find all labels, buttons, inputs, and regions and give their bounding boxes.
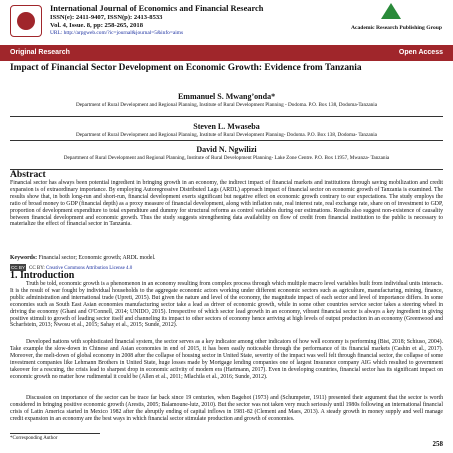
publisher-logo [378,3,404,23]
abstract-text: Financial sector has always been potential ingredient in bringing growth in an economy, the indirect impact of financial markets and institutions through saving mobilization and credit expansion is of extraordinary importance. By employing Autoregressive Distributed Lags (ARDL) approach impact of financial sector on economic growth of Tanzania is examined. The results show that, in both long-run and short-run, financial development exerts significant but negative effect on economic growth contrary to our expectations. The study employs the ratio of broad money to GDP (financial depth) as a proxy measure of financial development, along with inflation rate, real interest rate, real exchange rate, share on of investment to GDP, proportion of development expenditure to total expenditure and dummy for structural reforms as control variables during our estimations. Results also suggest non-existence of causality between financial development and economic growth. Thus the study suggests strengthening data availability on flow of credit from financial institution to the public is necessary to materialize the effect of financial sector in Tanzania. [10,180,443,228]
journal-url-link[interactable]: URL: http://arpgweb.com/?ic=journal&journal=5&info=aims [50,30,184,36]
page-number: 258 [432,440,443,448]
keywords-label: Keywords: [10,255,38,261]
article-type-bar [0,45,453,61]
author-name: David N. Ngwilizi [196,145,257,154]
journal-issn: ISSN(e): 2411-9407, ISSN(p): 2413-8533 [50,14,163,21]
divider [10,116,443,117]
author-name: Steven L. Mwaseba [193,122,260,131]
abstract-heading: Abstract [10,169,46,180]
journal-volume: Vol. 4, Issue. 8, pp: 258-265, 2018 [50,22,143,29]
keywords-list: Financial sector; Economic growth; ARDL model. [38,255,156,261]
divider [10,140,443,141]
license-link[interactable]: Creative Commons Attribution License 4.0 [46,266,133,271]
author-affiliation: Department of Rural Development and Regional Planning, Institute of Rural Development Planning- Dodoma. P.O. Box 138, Dodoma- Tanzania [76,132,377,138]
author-name: Emmanuel S. Mwang’onda* [177,92,276,101]
license-line [10,264,443,274]
divider [10,169,443,170]
journal-header [10,3,443,43]
intro-paragraph-3: Discussion on importance of the sector can be trace far back since 19 centuries, when Bagehot (1973) and (Schumpeter, 1911) presented their argument that the sector is worth considered in bringing positive economic growth (Arestis, 2005; Balamoune-lutz, 2010). But the sector was not taken very much seriously until 1980s following an international financial crisis of Latin America started in Mexico 1982 after the abruptly ending of capital inflows in 1981-82 (Clement and Maes, 2013). A steady growth in money supply and well manage credit expansion in an economy are the best ways in which financial sector stimulate production and growth of economies. [10,395,443,422]
license-label: CC BY: [29,266,45,271]
intro-paragraph-2: Developed nations with sophisticated financial system, the sector serves as a key indicator among other indicators of how well economy is performing (Bist, 2018; Schiuso, 2004). Take example the slow-down in Chinese and Asian economies in end of 2015, it has been easily noticeable through the performance of its financial markets (Cashin et al., 2017). Moreover, the melt-down of global economy in 2008 after the collapse of housing sector in United State, severity of the impact was well felt through financial sector, the collapse of some investment companies like Lehmann Brothers in United State, huge losses made by Mortgage lending companies one of largest Insurance company AIG which resulted to government takeover for a rescuing, the crisis lead to sharpest drop in economic activity of modern era (Hartmann, 2017). Even in developing countries, financial sector has its significant impact on economic growth no matter how rudimental it could be (Allen et al., 2011; Mlachila et al., 2016; Sunde, 2012). [10,339,443,380]
publisher-name: Academic Research Publishing Group [350,25,442,31]
access-label: Open Access [398,49,443,56]
keywords [10,255,443,262]
footnote: *Corresponding Author [10,436,58,441]
footnote-divider [10,433,100,434]
journal-logo [10,5,42,37]
intro-paragraph-1: Truth be told, economic growth is a phenomenon in an economy resulting from complex process through which multiple macro level variables built from individual units interacts. It is the result of war fought by individual households to the aggregate economic actors working under different economic sectors such as agriculture, manufacturing, mining, finance, public administration and international trade (Upreti, 2015). But given the nature and level of the economy, the magnitude impact of each sector and level of importance differs. In some economies such as South East Asian economies manufacturing sector take a lead as driver of economic growth, while in some other countries service sector takes a steering wheel in driving the economy (Ghani and O'Connell, 2014; UNIDO, 2015). Irrespective of which sector lead growth in an economy, vibrant financial sector is always a key ingredient in giving positive stimuli to growth of leading sector itself and channeling its impact to other sectors of economy hence arriving at high levels of output production in an economy (Greenwood and Scharfstein, 2013; Nwosu et al., 2015; Sahay et al., 2015; Sunde, 2012). [10,281,443,329]
paper-title: Impact of Financial Sector Development on Economic Growth: Evidence from Tanzania [10,63,362,73]
author-affiliation: Department of Rural Development and Regional Planning, Institute of Rural Development Planning- Lake Zone Centre. P.O. Box 11957, Mwanza- Tanzania [63,155,390,161]
introduction-heading: 1. Introduction [10,270,75,281]
author-affiliation: Department of Rural Development and Regional Planning, Institute of Rural Development Planning - Dodoma. P.O. Box 138, Dodoma-Tanzania [75,102,378,108]
cc-license-icon: CC BY [10,265,26,271]
journal-title: International Journal of Economics and Financial Research [50,4,264,13]
article-type-label: Original Research [10,49,70,56]
